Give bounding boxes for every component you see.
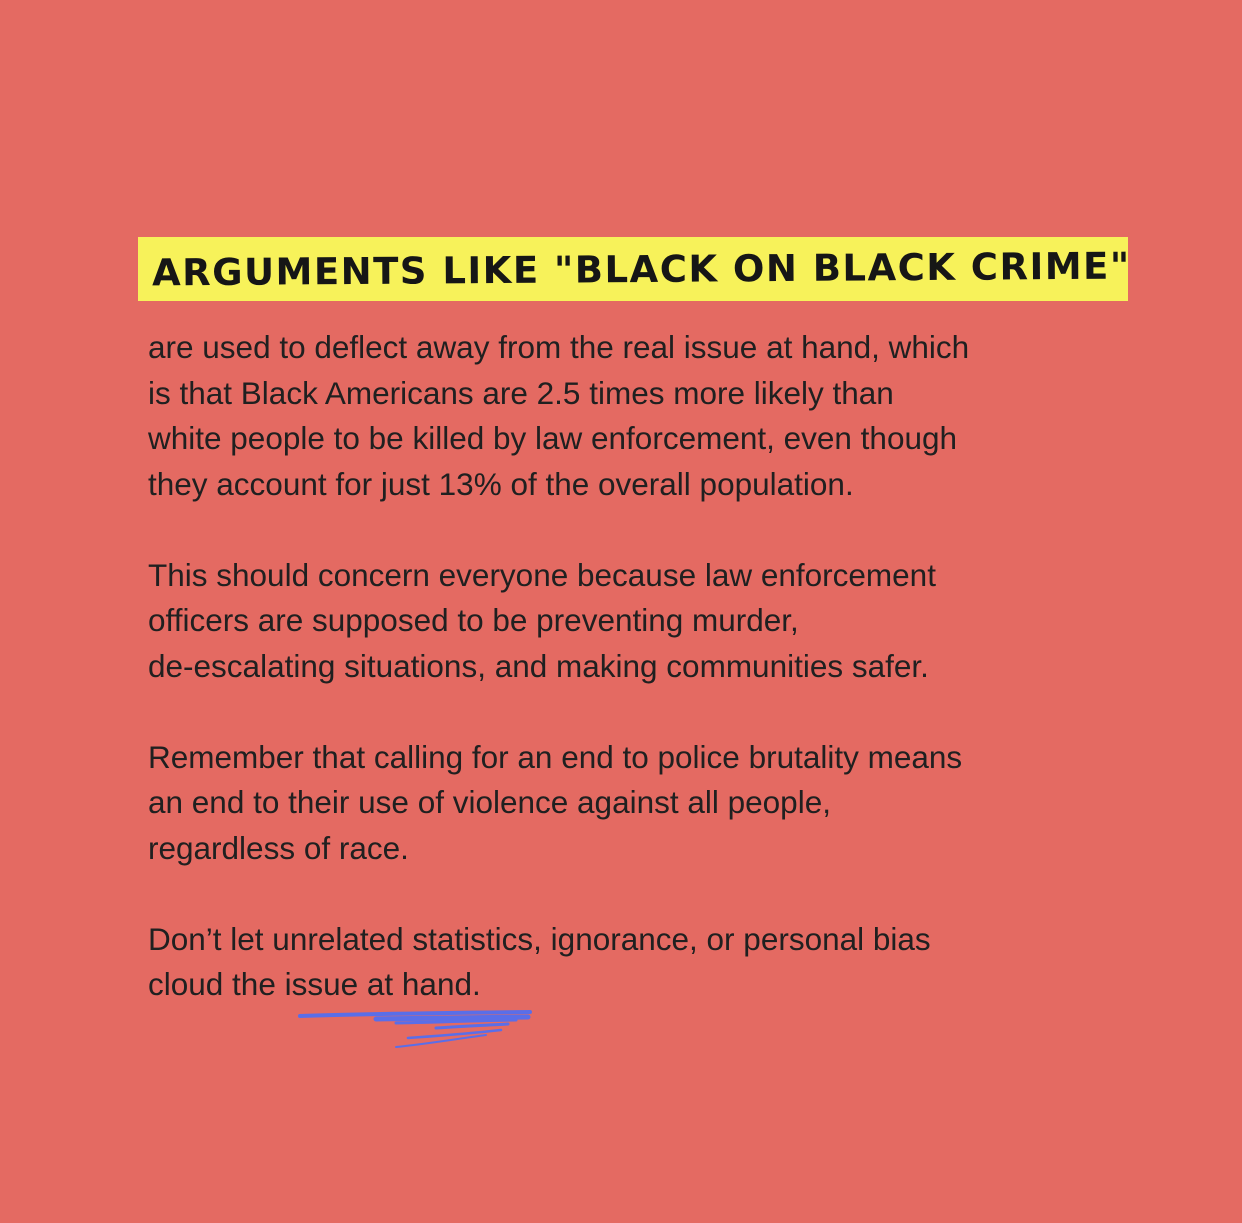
text-line: officers are supposed to be preventing murder,: [148, 602, 799, 638]
text-line: an end to their use of violence against all people,: [148, 784, 831, 820]
headline-highlight: [138, 237, 1131, 301]
headline-text: ARGUMENTS LIKE "BLACK ON BLACK CRIME": [151, 244, 1131, 294]
text-line: is that Black Americans are 2.5 times more likely than: [148, 374, 894, 411]
underline-scribble-icon: [296, 1008, 536, 1052]
text-line: regardless of race.: [148, 829, 409, 866]
paragraph-1: [148, 325, 1148, 507]
text-line: are used to deflect away from the real issue at hand, which: [148, 329, 970, 365]
text-line: Don’t let unrelated statistics, ignorance, or personal bias: [148, 920, 931, 957]
body-text: [148, 325, 1148, 1008]
text-line: they account for just 13% of the overall population.: [148, 465, 854, 502]
text-line: Remember that calling for an end to police brutality means: [148, 738, 963, 775]
paragraph-3: [148, 735, 1148, 872]
paragraph-4: [148, 917, 1148, 1008]
text-line: cloud the issue at hand.: [148, 966, 481, 1002]
text-line: This should concern everyone because law enforcement: [148, 556, 936, 593]
paragraph-2: [148, 553, 1148, 690]
text-line: white people to be killed by law enforcement, even though: [148, 420, 958, 456]
text-line: de-escalating situations, and making communities safer.: [148, 647, 929, 684]
